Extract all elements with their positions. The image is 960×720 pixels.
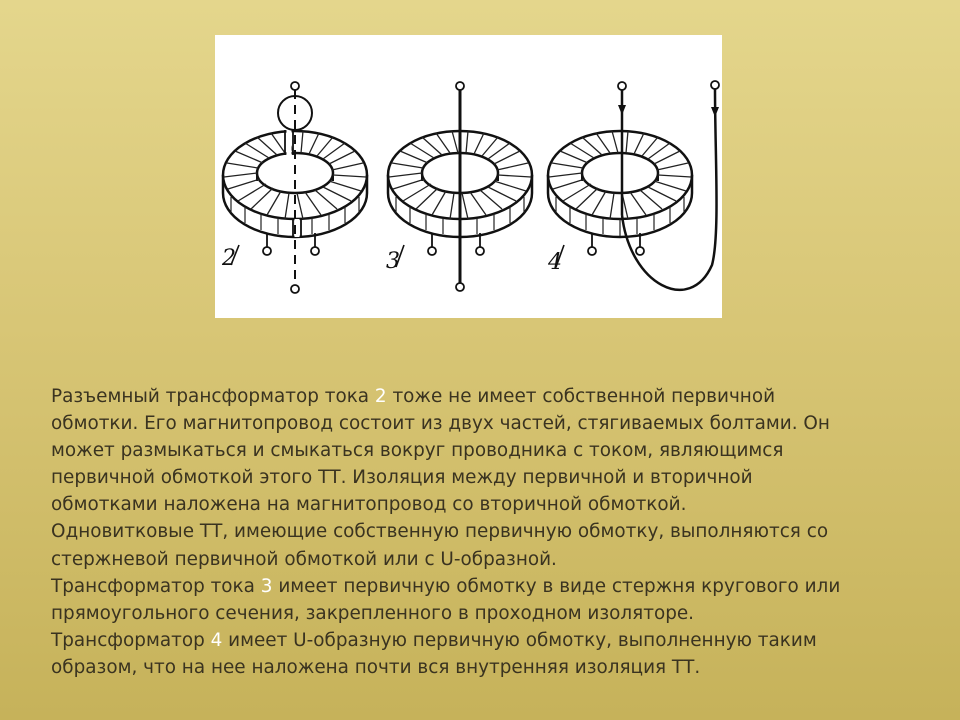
text-fragment: имеет U-образную первичную обмотку, выполненную таким: [222, 629, 817, 651]
text-line-4: первичной обмоткой этого ТТ. Изоляция между первичной и вторичной: [51, 467, 753, 489]
transformer-3: [388, 82, 532, 291]
text-line-6: Одновитковые ТТ, имеющие собственную первичную обмотку, выполняются со: [51, 521, 829, 543]
text-line-8: [51, 573, 911, 600]
transformer-figure: [215, 35, 722, 318]
text-line-3: может размыкаться и смыкаться вокруг проводника с током, являющимся: [51, 440, 784, 462]
label-3: 3: [386, 249, 400, 274]
text-fragment: Трансформатор: [51, 629, 211, 651]
text-fragment: тоже не имеет собственной первичной: [386, 386, 776, 407]
text-line-11: образом, что на нее наложена почти вся внутренняя изоляция ТТ.: [51, 656, 701, 678]
highlight-number: 2: [374, 386, 387, 407]
transformer-2: [223, 82, 367, 293]
text-line-5: обмотками наложена на магнитопровод со вторичной обмоткой.: [51, 494, 687, 516]
text-fragment: имеет первичную обмотку в виде стержня кругового или: [272, 575, 841, 597]
text-line-1: [51, 383, 911, 410]
text-fragment: Трансформатор тока: [51, 575, 261, 597]
label-2: 2: [222, 246, 236, 271]
text-line-7: стержневой первичной обмоткой или с U-образной.: [51, 548, 557, 570]
text-line-10: [51, 627, 911, 654]
label-4: 4: [548, 250, 562, 275]
highlight-number: 4: [210, 629, 223, 651]
description-text: [51, 383, 911, 681]
text-line-9: прямоугольного сечения, закрепленного в проходном изоляторе.: [51, 602, 695, 624]
transformer-4: [548, 81, 719, 290]
transformer-diagram: [215, 35, 722, 318]
text-line-2: обмотки. Его магнитопровод состоит из двух частей, стягиваемых болтами. Он: [51, 413, 830, 435]
highlight-number: 3: [260, 575, 273, 597]
text-fragment: Разъемный трансформатор тока: [51, 386, 375, 407]
